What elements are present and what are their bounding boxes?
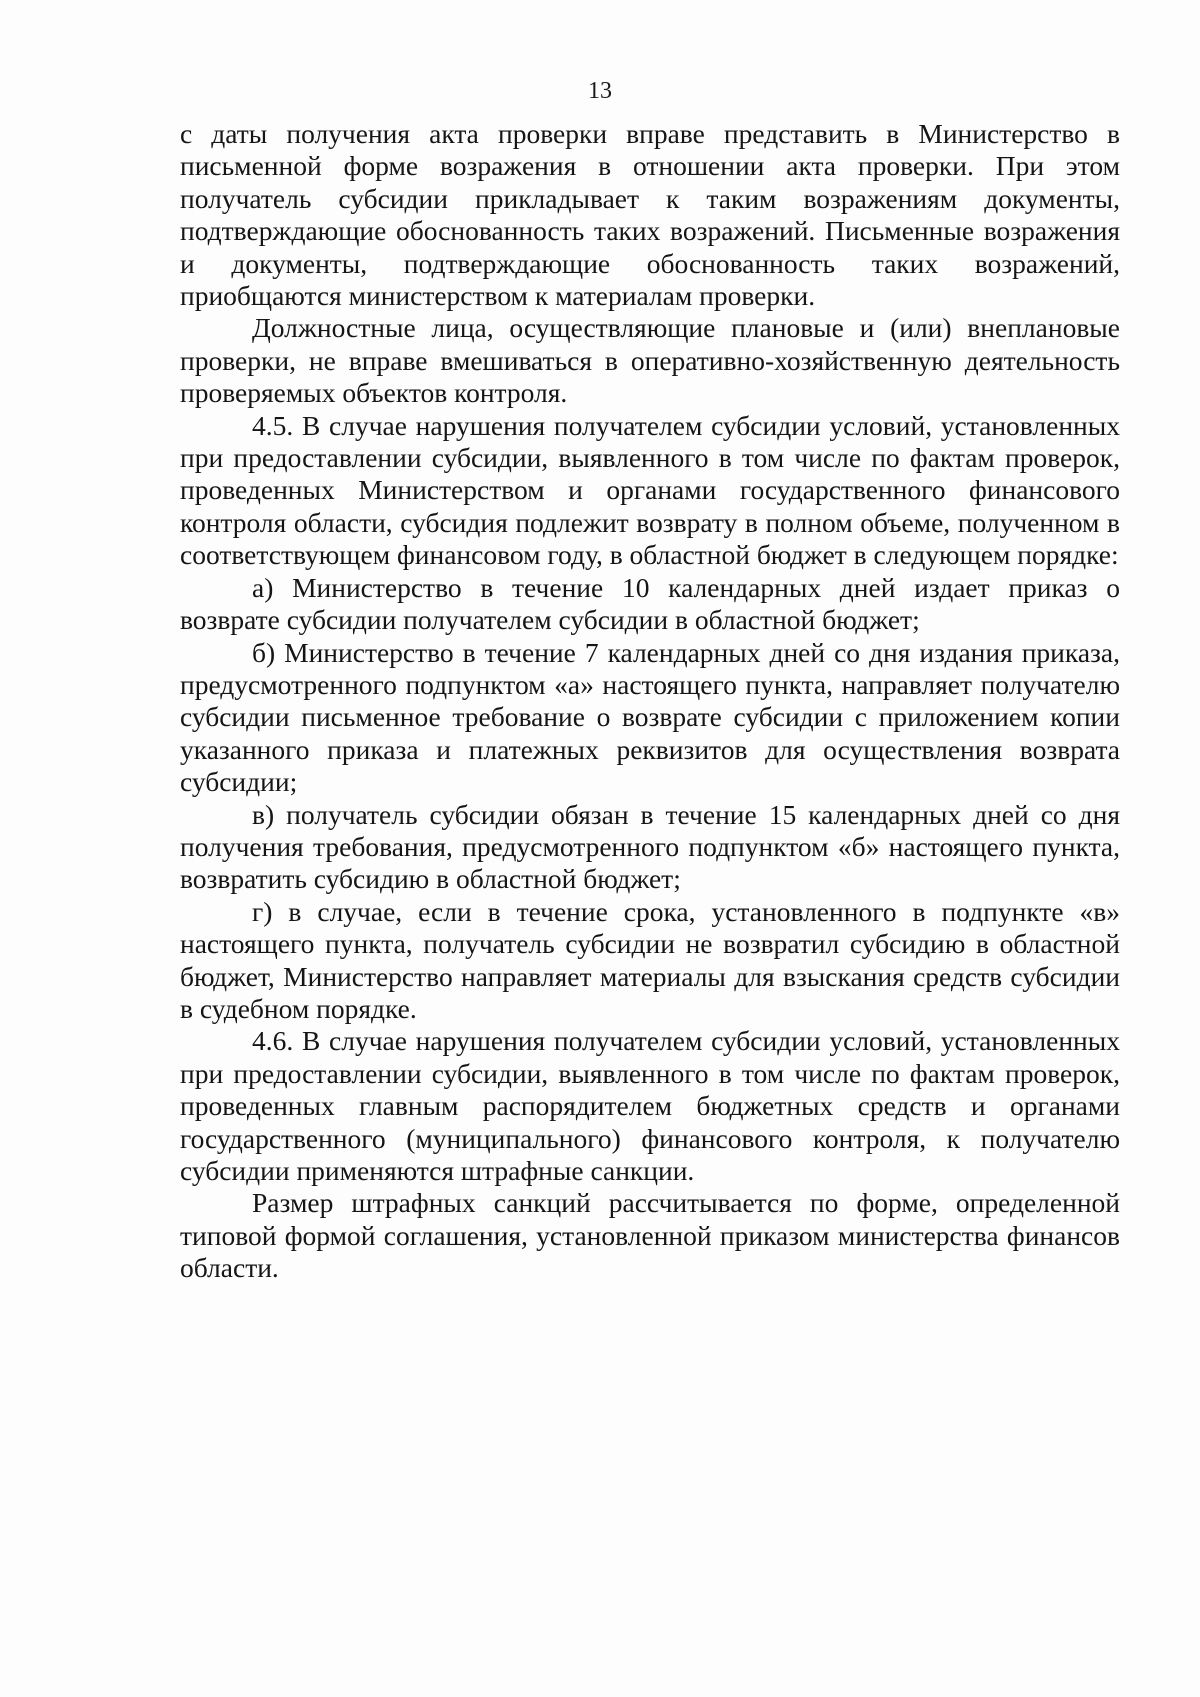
document-body [180,118,1120,1285]
paragraph-inspection-objections: с даты получения акта проверки вправе представить в Министерство в письменной форме возражения в отношении акта проверки. При этом получатель субсидии прикладывает к таким возражениям документы, подтверждающие обоснованность таких возражений. Письменные возражения и документы, подтверждающие обоснованность таких возражений, приобщаются министерством к материалам проверки. [180,118,1120,312]
paragraph-officials-restrictions: Должностные лица, осуществляющие плановые и (или) внеплановые проверки, не вправе вмешиваться в оперативно-хозяйственную деятельность проверяемых объектов контроля. [180,312,1120,409]
paragraph-subclause-g: г) в случае, если в течение срока, установленного в подпункте «в» настоящего пункта, получатель субсидии не возвратил субсидию в областной бюджет, Министерство направляет материалы для взыскания средств субсидии в судебном порядке. [180,895,1120,1024]
page-number: 13 [588,78,612,104]
paragraph-penalty-amount: Размер штрафных санкций рассчитывается по форме, определенной типовой формой соглашения, установленной приказом министерства финансов области. [180,1187,1120,1284]
paragraph-subclause-b: б) Министерство в течение 7 календарных дней со дня издания приказа, предусмотренного подпунктом «а» настоящего пункта, направляет получателю субсидии письменное требование о возврате субсидии с приложением копии указанного приказа и платежных реквизитов для осуществления возврата субсидии; [180,636,1120,798]
paragraph-subclause-v: в) получатель субсидии обязан в течение 15 календарных дней со дня получения требования, предусмотренного подпунктом «б» настоящего пункта, возвратить субсидию в областной бюджет; [180,798,1120,895]
paragraph-subclause-a: а) Министерство в течение 10 календарных дней издает приказ о возврате субсидии получателем субсидии в областной бюджет; [180,571,1120,636]
paragraph-clause-4-6: 4.6. В случае нарушения получателем субсидии условий, установленных при предоставлении субсидии, выявленного в том числе по фактам проверок, проведенных главным распорядителем бюджетных средств и органами государственного (муниципального) финансового контроля, к получателю субсидии применяются штрафные санкции. [180,1025,1120,1186]
paragraph-clause-4-5: 4.5. В случае нарушения получателем субсидии условий, установленных при предоставлении субсидии, выявленного в том числе по фактам проверок, проведенных Министерством и органами государственного финансового контроля области, субсидия подлежит возврату в полном объеме, полученном в соответствующем финансовом году, в областной бюджет в следующем порядке: [180,409,1120,571]
